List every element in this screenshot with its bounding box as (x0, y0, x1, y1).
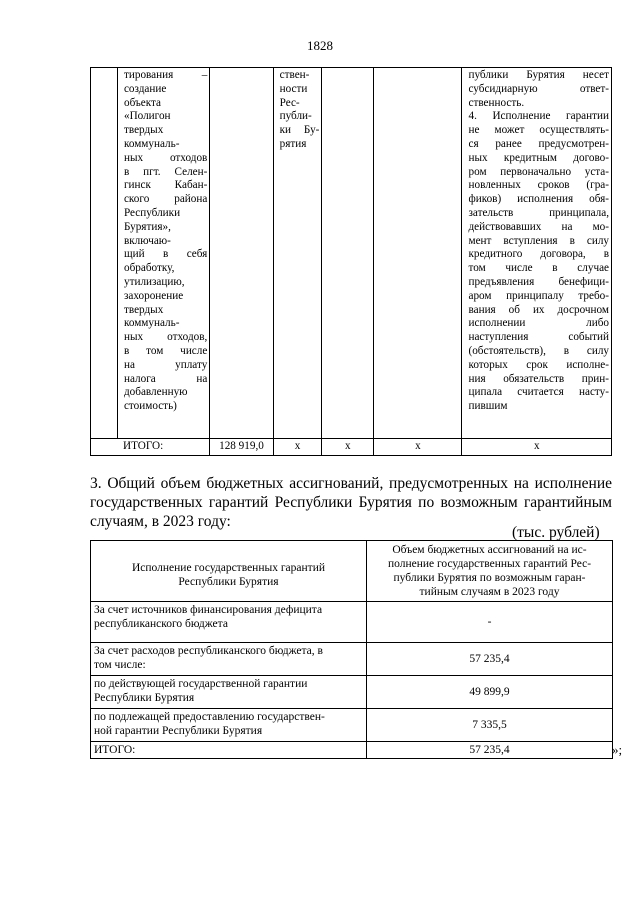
table-cell-amount (210, 68, 273, 439)
header-volume (367, 541, 613, 602)
units-label: (тыс. рублей) (512, 524, 600, 541)
table-cell-purpose (117, 68, 209, 439)
total-x-cell: х (462, 439, 612, 456)
page-number: 1828 (307, 38, 333, 53)
table-header-row (91, 541, 613, 602)
table-cell-empty (374, 68, 462, 439)
text-line: ИТОГО: (94, 744, 136, 756)
text-line: на уплату (123, 358, 208, 371)
row-label (91, 709, 367, 742)
text-line: Республики Бурятия (94, 692, 195, 704)
text-line: гинск Кабан- (123, 179, 208, 192)
table-cell-owner (273, 68, 322, 439)
text-line: республиканского бюджета (94, 618, 228, 630)
text-line: по действующей государственной гарантии (94, 678, 308, 690)
text-line: ных отходов (123, 151, 208, 164)
text-line: Республики (123, 206, 181, 219)
text-line: кредитного договора, в (468, 248, 609, 261)
text-line: коммуналь- (123, 137, 180, 150)
heading-line: случаям, в 2023 году: (90, 513, 231, 530)
table-cell-empty (322, 68, 374, 439)
text-line: ки Бу- (279, 124, 320, 137)
row-value: 57 235,4 (367, 742, 613, 759)
text-line: ственность. (468, 96, 525, 109)
text-line: полнение государственных гарантий Рес- (387, 558, 592, 570)
row-label (91, 602, 367, 643)
guarantees-continuation-table (90, 67, 612, 456)
text-line: тийным случаям в 2023 году (419, 586, 560, 598)
header-execution (91, 541, 367, 602)
text-line: по подлежащей предоставлению государствен- (94, 711, 325, 723)
text-line: в пгт. Селен- (123, 165, 208, 178)
text-line: публики Бурятия по возможным гаран- (393, 572, 586, 584)
row-value: - (367, 602, 613, 643)
text-line: ных отходов, (123, 331, 208, 344)
text-line: вания об их досрочном (468, 303, 609, 316)
text-line: не может осуществлять- (468, 124, 609, 137)
row-label (91, 742, 367, 759)
text-line: зательств принципала, (468, 206, 609, 219)
text-line: публики Бурятия несет (468, 69, 609, 81)
text-line: исполнении либо (468, 317, 609, 330)
text-line: добавленную (123, 386, 188, 399)
text-line: (обстоятельств), в силу (468, 344, 609, 357)
total-label: ИТОГО: (91, 439, 210, 456)
total-x-cell: х (273, 439, 322, 456)
text-line: утилизацию, (123, 275, 185, 288)
text-line: наступления событий (468, 331, 609, 344)
text-line: налога на (123, 372, 208, 385)
table-row (91, 602, 613, 643)
text-line: твердых (123, 124, 164, 137)
text-line: субсидиарную ответ- (468, 82, 609, 95)
heading-line: 3. Общий объем бюджетных ассигнований, предусмотренных на исполнение (90, 475, 612, 492)
text-line: коммуналь- (123, 317, 180, 330)
text-line: ствен- (279, 69, 310, 81)
text-line: За счет расходов республиканского бюджета, в (94, 645, 323, 657)
text-line: включаю- (123, 234, 171, 247)
section-3-heading (90, 474, 612, 531)
text-line: создание (123, 82, 167, 95)
text-line: новленных сроков (гра- (468, 179, 609, 192)
text-line: захоронение (123, 289, 184, 302)
text-line: предъявления бенефици- (468, 275, 609, 288)
text-line: тирования – (123, 69, 208, 81)
budget-allocation-table (90, 540, 613, 759)
total-row (91, 742, 613, 759)
table-row (91, 709, 613, 742)
text-line: пившим (468, 400, 508, 413)
row-label (91, 676, 367, 709)
text-line: том числе в случае (468, 262, 609, 275)
table-cell-conditions (462, 68, 612, 439)
row-value: 57 235,4 (367, 643, 613, 676)
total-x-cell: х (374, 439, 462, 456)
row-label (91, 643, 367, 676)
text-line: публи- (279, 110, 312, 123)
text-line: ной гарантии Республики Бурятия (94, 725, 263, 737)
table-cell-number (91, 68, 118, 439)
total-x-cell: х (322, 439, 374, 456)
text-line: Объем бюджетных ассигнований на ис- (392, 544, 587, 556)
row-value: 7 335,5 (367, 709, 613, 742)
row-value: 49 899,9 (367, 676, 613, 709)
table-row (91, 68, 612, 439)
total-amount: 128 919,0 (210, 439, 273, 456)
text-line: в том числе (123, 344, 208, 357)
text-line: Бурятия», (123, 220, 171, 233)
table-row (91, 643, 613, 676)
text-line: «Полигон (123, 110, 171, 123)
text-line: За счет источников финансирования дефицита (94, 604, 323, 616)
text-line: ципала считается насту- (468, 386, 609, 399)
heading-line: государственных гарантий Республики Бурятия по возможным гарантийным (90, 494, 612, 511)
text-line: щий в себя (123, 248, 208, 261)
text-line: Республики Бурятия (178, 575, 279, 588)
text-line: ром первоначально уста- (468, 165, 609, 178)
text-line: мент вступления в силу (468, 234, 609, 247)
total-row (91, 439, 612, 456)
text-line: том числе: (94, 659, 146, 671)
text-line: ся ранее предусмотрен- (468, 137, 609, 150)
text-line: 4. Исполнение гарантии (468, 110, 609, 123)
text-line: рятия (279, 137, 307, 150)
text-line: ского района (123, 193, 208, 206)
text-line: аром принципалу требо- (468, 289, 609, 302)
table-row (91, 676, 613, 709)
text-line: действовавших на мо- (468, 220, 609, 233)
text-line: ности (279, 82, 308, 95)
text-line: обработку, (123, 262, 175, 275)
closing-quote-mark: »; (612, 742, 623, 757)
text-line: ных кредитным догово- (468, 151, 609, 164)
text-line: Исполнение государственных гарантий (131, 561, 326, 574)
text-line: фиков) исполнения обя- (468, 193, 609, 206)
text-line: Рес- (279, 96, 300, 109)
text-line: объекта (123, 96, 162, 109)
text-line: твердых (123, 303, 164, 316)
text-line: стоимость) (123, 400, 177, 413)
text-line: которых срок исполне- (468, 358, 609, 371)
text-line: ния обязательств прин- (468, 372, 609, 385)
